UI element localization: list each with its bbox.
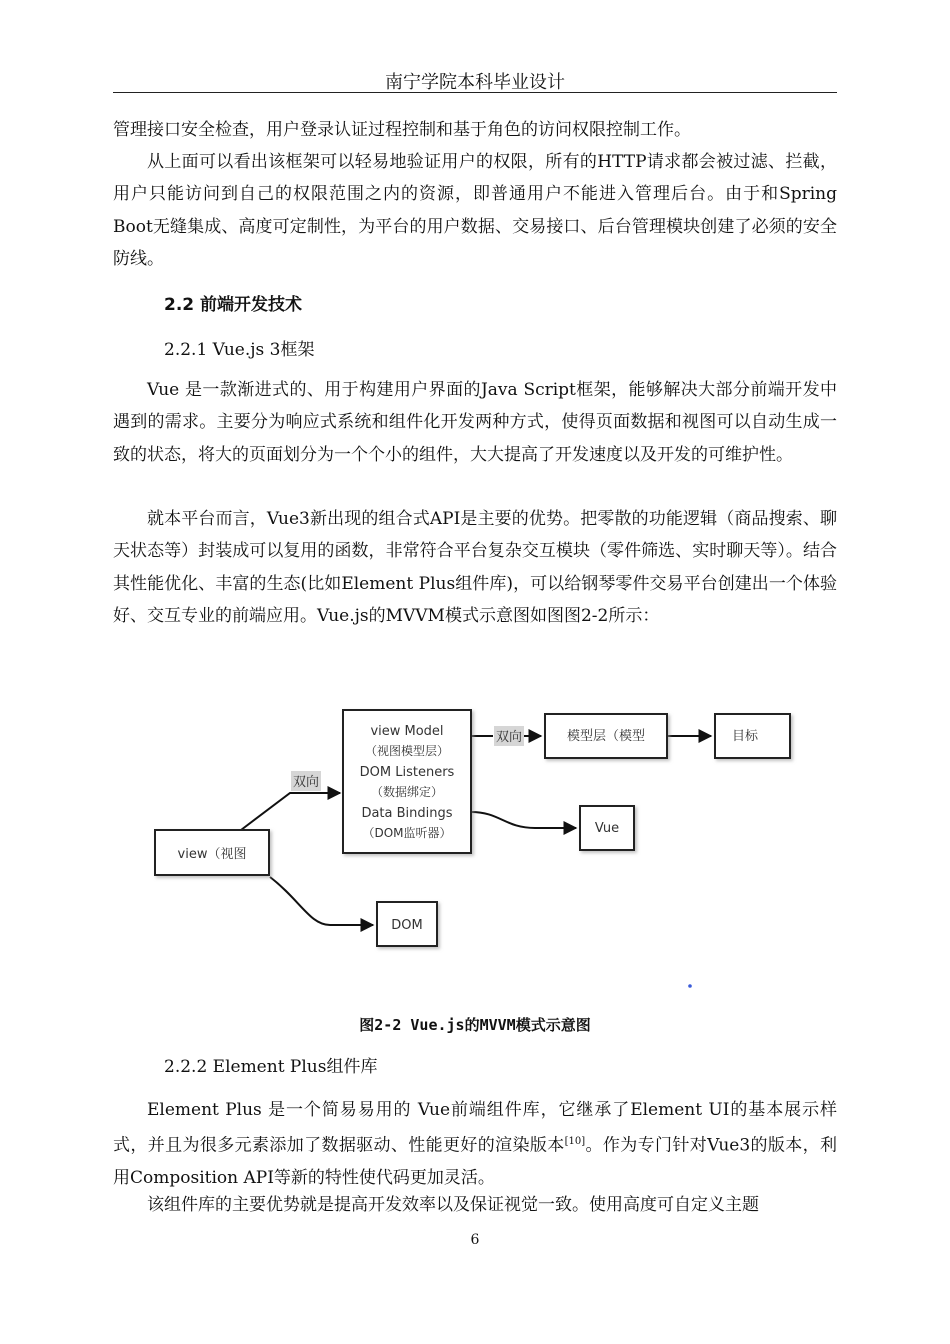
stray-dot: [688, 984, 692, 988]
viewmodel-line-5: Data Bindings: [361, 806, 453, 821]
page-number: 6: [470, 1232, 480, 1248]
paragraph-5-main: Element Plus 是一个简易易用的 Vue前端组件库，它继承了Element UI的基本展示样式，并且为很多元素添加了数据驱动、性能更好的渲染版本: [113, 1100, 837, 1156]
paragraph-6: 该组件库的主要优势就是提高开发效率以及保证视觉一致。使用高度可自定义主题: [147, 1195, 759, 1215]
paragraph-3: Vue 是一款渐进式的、用于构建用户界面的Java Script框架，能够解决大部分前端开发中遇到的需求。主要分为响应式系统和组件化开发两种方式，使得页面数据和视图可以自动生成一致的状态，将大的页面划分为一个个小的组件，大大提高了开发速度以及开发的可维护性。: [113, 380, 837, 465]
paragraph-4: 就本平台而言，Vue3新出现的组合式API是主要的优势。把零散的功能逻辑（商品搜索、聊天状态等）封装成可以复用的函数，非常符合平台复杂交互模块（零件筛选、实时聊天等）。结合其性能优化、丰富的生态(比如Element Plus组件库)，可以给钢琴零件交易平台创建出一个体验好、交互专业的前端应用。Vue.js的MVVM模式示意图如图图2-2所示：: [113, 509, 837, 626]
subsection-heading-2-2-2: 2.2.2 Element Plus组件库: [164, 1057, 378, 1077]
edge-viewmodel-to-vue: [471, 812, 576, 828]
vue-box-label: Vue: [594, 821, 620, 836]
view-box-label: view（视图: [177, 847, 247, 862]
edge-view-to-dom: [270, 877, 373, 925]
section-heading-2-2: 2.2 前端开发技术: [164, 295, 303, 315]
subsection-heading-2-2-1: 2.2.1 Vue.js 3框架: [164, 340, 315, 360]
target-box-label: 目标: [731, 729, 759, 744]
viewmodel-line-3: DOM Listeners: [359, 765, 455, 780]
viewmodel-line-4: （数据绑定）: [370, 785, 444, 799]
paragraph-1: 管理接口安全检查，用户登录认证过程控制和基于角色的访问权限控制工作。: [113, 120, 691, 140]
viewmodel-line-6: （DOM监听器）: [362, 826, 452, 840]
paragraph-2: 从上面可以看出该框架可以轻易地验证用户的权限，所有的HTTP请求都会被过滤、拦截，用户只能访问到自己的权限范围之内的资源，即普通用户不能进入管理后台。由于和Spring Boot无缝集成、高度可定制性，为平台的用户数据、交易接口、后台管理模块创建了必须的安全防线。: [113, 152, 837, 269]
dom-box-label: DOM: [391, 918, 423, 933]
viewmodel-line-2: （视图模型层）: [364, 744, 450, 758]
model-box-label: 模型层（模型: [566, 729, 646, 744]
label-bidirectional-left: 双向: [292, 775, 320, 790]
paragraph-5: [113, 1094, 837, 1195]
viewmodel-line-1: view Model: [370, 724, 444, 739]
edge-view-to-viewmodel: [241, 793, 340, 830]
citation-10: [10]: [564, 1136, 586, 1148]
figure-caption: 图2-2 Vue.js的MVVM模式示意图: [359, 1016, 591, 1034]
page-header: 南宁学院本科毕业设计: [385, 72, 565, 93]
paragraph-5-tail: 。作为专门针对Vue3的版本，利用Composition API等新的特性使代码更加灵活。: [113, 1135, 838, 1189]
label-bidirectional-right: 双向: [495, 730, 523, 745]
